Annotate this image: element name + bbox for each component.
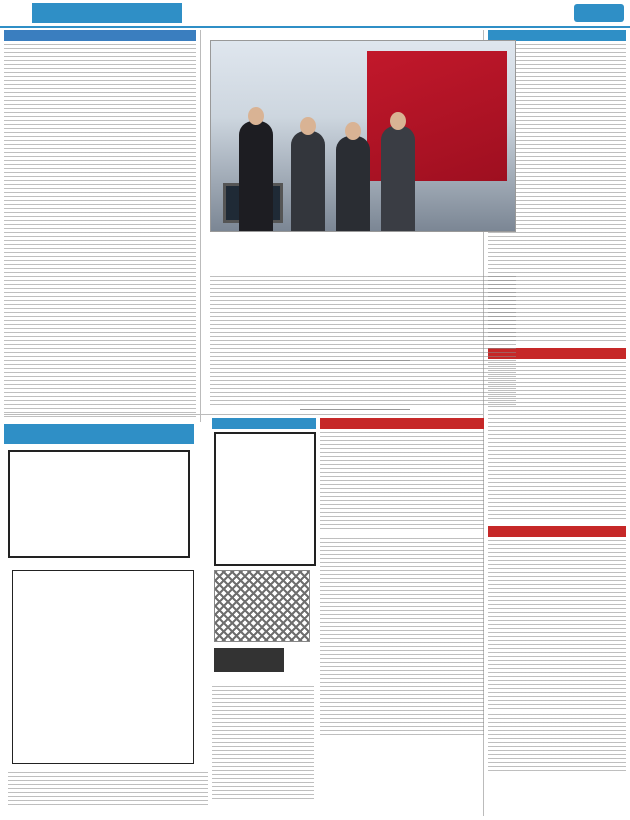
clues-horizontal-text xyxy=(212,686,314,801)
section-tab xyxy=(32,3,182,23)
story2-kicker xyxy=(320,418,484,429)
vertical-clues xyxy=(8,770,208,816)
person-figure xyxy=(381,126,415,231)
page-header xyxy=(0,0,630,28)
sudoku-title xyxy=(4,424,194,444)
left-body xyxy=(4,44,196,419)
event-photo xyxy=(210,40,516,232)
sudoku-grid-main xyxy=(214,432,316,566)
horizontal-clues xyxy=(212,684,314,814)
right-body-4 xyxy=(488,714,626,772)
person-figure xyxy=(239,121,273,231)
story3-body xyxy=(320,538,484,738)
person-head xyxy=(345,122,361,140)
crossword-label xyxy=(214,648,284,672)
section-divider xyxy=(4,414,484,415)
pull-quote xyxy=(300,360,410,410)
crossword-row-numbers xyxy=(198,570,208,764)
left-column xyxy=(4,30,196,440)
person-figure xyxy=(336,136,370,231)
clues-vertical-text xyxy=(8,772,208,808)
newspaper-logo xyxy=(574,4,624,22)
column-divider-left xyxy=(200,30,201,422)
story-2 xyxy=(320,418,484,738)
schedule-kicker xyxy=(212,418,316,429)
right-kicker-3 xyxy=(488,526,626,537)
story2-body xyxy=(320,432,484,532)
person-head xyxy=(390,112,406,130)
crossword-grid xyxy=(12,570,194,764)
main-caption xyxy=(210,236,516,238)
person-head xyxy=(248,107,264,125)
crossword-decoration xyxy=(214,570,310,642)
right-body-3 xyxy=(488,540,626,710)
person-head xyxy=(300,117,316,135)
sudoku-grid-small xyxy=(8,450,190,558)
person-figure xyxy=(291,131,325,231)
left-kicker xyxy=(4,30,196,41)
